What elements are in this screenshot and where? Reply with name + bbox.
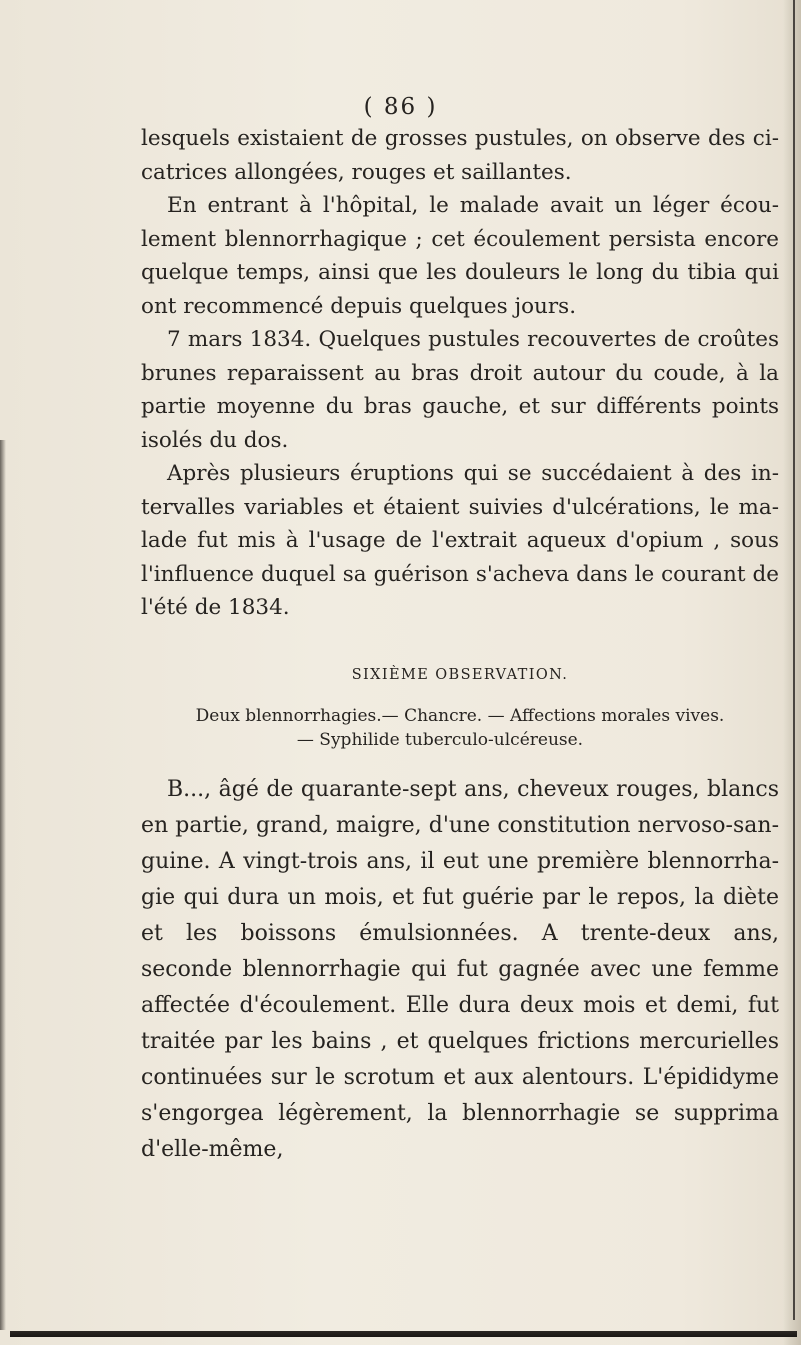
body-text <box>141 122 779 1168</box>
observation-text: B..., âgé de quarante-sept ans, cheveux rouges, blancs en partie, grand, maigre, d'une constitution nervoso-san-guine. A vingt-trois ans, il eut une première blennorrha-gie qui dura un mois, et fut guérie par le repos, la diète et les boissons émulsionnées. A trente-deux ans, seconde blennorrhagie qui fut gagnée avec une femme affectée d'écoulement. Elle dura deux mois et demi, fut traitée par les bains , et quelques frictions mercurielles continuées sur le scrotum et aux alentours. L'épididyme s'engorgea légèrement, la blennorrhagie se supprima d'elle-même, <box>141 776 779 1162</box>
binding-edge-line <box>793 0 795 1320</box>
page-number: ( 86 ) <box>363 94 438 120</box>
summary-line-1: Deux blennorrhagies.— Chancre. — Affections morales vives. <box>195 705 725 726</box>
paragraph-3: 7 mars 1834. Quelques pustules recouvertes de croûtes brunes reparaissent au bras droit autour du coude, à la partie moyenne du bras gauche, et sur différents points isolés du dos. <box>141 327 779 453</box>
bottom-rule <box>10 1331 797 1337</box>
paragraph-1: lesquels existaient de grosses pustules, on observe des ci-catrices allongées, rouges et saillantes. <box>141 126 779 185</box>
paragraph-2: En entrant à l'hôpital, le malade avait un léger écou-lement blennorrhagique ; cet écoulement persista encore quelque temps, ainsi que les douleurs le long du tibia qui ont recommencé depuis quelques jours. <box>141 193 779 319</box>
section-heading: SIXIÈME OBSERVATION. <box>351 666 569 683</box>
page-edge-shadow <box>783 0 801 1345</box>
left-edge-shadow <box>0 440 6 1330</box>
paragraph-4: Après plusieurs éruptions qui se succédaient à des in-tervalles variables et étaient suivies d'ulcérations, le ma-lade fut mis à l'usage de l'extrait aqueux d'opium , sous l'influence duquel sa guérison s'acheva dans le courant de l'été de 1834. <box>141 461 779 620</box>
summary-line-2: — Syphilide tuberculo-ulcéreuse. <box>296 729 584 750</box>
